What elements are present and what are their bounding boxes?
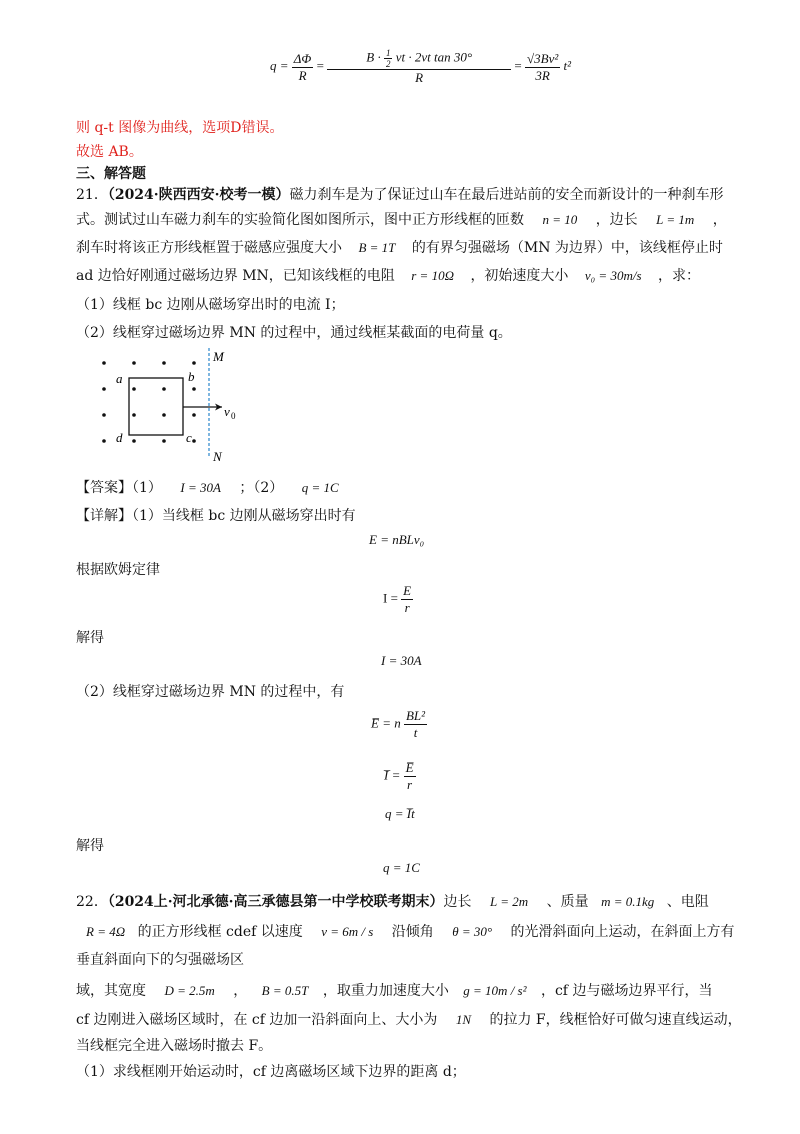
q21-line3: [76, 238, 723, 258]
answer-2: q = 1C: [301, 480, 339, 495]
formula-lhs: q =: [270, 57, 289, 73]
q22-D-value: D = 2.5m: [164, 983, 215, 998]
half-fraction: [384, 48, 393, 69]
q22-theta-value: θ = 30°: [452, 924, 493, 939]
q21-sub2: （2）线框穿过磁场边界 MN 的过程中，通过线框某截面的电荷量 q。: [76, 325, 512, 341]
result-denominator: 3R: [525, 67, 560, 84]
q22-R-value: R = 4Ω: [86, 924, 126, 939]
eq-avg-emf-den: t: [404, 724, 427, 741]
q22-line6: 当线框完全进入磁场时撤去 F。: [76, 1038, 273, 1054]
q21-text3a: 刹车时将该正方形线框置于磁感应强度大小: [76, 240, 342, 256]
solve-text-1: 解得: [76, 630, 104, 646]
L-value: L = 1m: [656, 212, 695, 227]
q21-line1: [76, 185, 724, 205]
flux-denominator: R: [292, 67, 314, 84]
q22-text4d: ，cf 边与磁场边界平行，当: [540, 983, 713, 999]
label-b: b: [188, 369, 195, 384]
q22-text1c: 、电阻: [666, 894, 709, 910]
eq-charge-result: q = 1C: [383, 860, 420, 875]
q22-line1: [76, 892, 709, 912]
label-a: a: [116, 371, 123, 386]
eq-current-lhs: I =: [383, 590, 398, 606]
result-numerator: √3Bv²: [527, 50, 559, 66]
answer-1: I = 30A: [180, 480, 221, 495]
area-num-b: B ·: [366, 49, 381, 65]
q22-text1a: 边长: [443, 894, 472, 910]
area-num-rest: vt · 2vt tan 30°: [395, 49, 473, 65]
fraction-result: [525, 51, 560, 84]
detail-label: 【详解】（1）当线框 bc 边刚从磁场穿出时有: [76, 508, 356, 524]
q22-g-value: g = 10m / s²: [463, 983, 527, 998]
q22-text2c: 的光滑斜面向上运动，在斜面上方有: [510, 924, 735, 940]
B-value: B = 1T: [358, 240, 396, 255]
top-formula: q = $\frac{\Delta\Phi}{R}$ = B · $\frac{1}{2}$ vt · 2vt tan 30° R = $\frac{\text{√3Bv²}}{3R}$ t²: [270, 48, 572, 85]
eq-avg-current-lhs: I̅ =: [384, 767, 401, 783]
eq-emf: E = nBLv₀: [369, 532, 425, 547]
q22-v-value: v = 6m / s: [321, 924, 374, 939]
label-M: M: [213, 349, 224, 364]
q21-line4: [76, 266, 700, 286]
half-den: 2: [385, 59, 391, 69]
square-coil: [129, 378, 183, 435]
eq-current-den: r: [401, 599, 413, 616]
eq-avg-emf-lhs: E̅ = n: [371, 715, 401, 731]
eq-current-result: I = 30A: [381, 653, 422, 668]
eq-avg-current-num: E̅: [405, 760, 414, 775]
q21-text4c: ，求：: [657, 268, 700, 284]
label-v-sub: 0: [231, 411, 236, 421]
q21-text2b: ，边长: [595, 212, 638, 228]
eq-current-num: E: [403, 583, 412, 598]
eq-avg-current-fraction: [404, 760, 416, 793]
q21-text4a: ad 边恰好刚通过磁场边界 MN，已知该线框的电阻: [76, 268, 395, 284]
detail-part2: （2）线框穿过磁场边界 MN 的过程中，有: [76, 684, 345, 700]
label-d: d: [116, 430, 123, 445]
q22-sub1: （1）求线框刚开始运动时，cf 边离磁场区域下边界的距离 d；: [76, 1064, 466, 1080]
formula-tail: t²: [563, 57, 572, 73]
eq-current: [383, 583, 413, 616]
label-v: v: [224, 404, 230, 419]
q22-text2b: 沿倾角: [391, 924, 434, 940]
eq-avg-emf: [371, 708, 427, 741]
magnetic-field-figure: [88, 343, 268, 468]
eq-avg-current-den: r: [404, 776, 416, 793]
eq-charge: q = I̅t: [385, 806, 415, 821]
q22-text5a: cf 边刚进入磁场区域时，在 cf 边加一沿斜面向上、大小为: [76, 1012, 438, 1028]
r-value: r = 10Ω: [411, 268, 454, 283]
eq-avg-emf-num: BL²: [405, 708, 426, 723]
q21-text3b: 的有界匀强磁场（MN 为边界）中，该线框停止时: [411, 240, 723, 256]
q22-B-value: B = 0.5T: [261, 983, 309, 998]
label-N: N: [213, 449, 222, 464]
area-denominator: R: [327, 69, 511, 86]
q21-text1: 磁力刹车是为了保证过山车在最后进站前的安全而新设计的一种刹车形: [289, 187, 724, 203]
answer-sep: ；（2）: [239, 480, 284, 496]
q22-line3: 垂直斜面向下的匀强磁场区: [76, 952, 244, 968]
q22-line2: [86, 922, 735, 942]
n-value: n = 10: [542, 212, 578, 227]
q22-source: （2024上·河北承德·高三承德县第一中学校联考期末）: [107, 894, 444, 910]
q22-L-value: L = 2m: [490, 894, 529, 909]
solve-text-2: 解得: [76, 838, 104, 854]
q21-text2a: 式。测试过山车磁力刹车的实验简化图如图所示，图中正方形线框的匝数: [76, 212, 524, 228]
q22-text4c: ，取重力加速度大小: [322, 983, 449, 999]
q22-number: 22．: [76, 894, 108, 910]
eq-current-fraction: [401, 583, 413, 616]
ohm-law-text: 根据欧姆定律: [76, 562, 160, 578]
area-numerator: [327, 48, 511, 69]
q22-text5b: 的拉力 F，线框恰好可做匀速直线运动，: [489, 1012, 742, 1028]
q21-text2c: ，: [712, 212, 727, 228]
q22-text4b: ，: [233, 983, 248, 999]
q22-text1b: 、质量: [546, 894, 589, 910]
q22-F-value: 1N: [455, 1012, 472, 1027]
fraction-area: [327, 48, 511, 86]
q21-text4b: ，初始速度大小: [470, 268, 569, 284]
eq-avg-current: [384, 760, 416, 793]
q22-text4a: 域，其宽度: [76, 983, 146, 999]
q21-source: （2024·陕西西安·校考一模）: [107, 187, 290, 203]
half-num: 1: [385, 48, 391, 58]
section-title: 三、解答题: [76, 166, 146, 182]
q22-line4: [76, 981, 712, 1001]
q21-sub1: （1）线框 bc 边刚从磁场穿出时的电流 I；: [76, 297, 345, 313]
q21-number: 21．: [76, 187, 108, 203]
q22-text2a: 的正方形线框 cdef 以速度: [137, 924, 303, 940]
eq-avg-emf-fraction: [404, 708, 427, 741]
q22-m-value: m = 0.1kg: [601, 894, 655, 909]
v0-value: v₀ = 30m/s: [584, 268, 642, 283]
choice-line: 故选 AB。: [76, 144, 143, 160]
q22-line5: [76, 1010, 742, 1030]
label-c: c: [186, 430, 192, 445]
flux-numerator: ΔΦ: [293, 50, 312, 66]
q21-line2: [76, 210, 727, 230]
conclusion-line: 则 q-t 图像为曲线，选项D错误。: [76, 120, 284, 136]
answer-label: 【答案】（1）: [76, 480, 162, 496]
fraction-flux: [292, 51, 314, 84]
answer-line: [76, 478, 353, 498]
